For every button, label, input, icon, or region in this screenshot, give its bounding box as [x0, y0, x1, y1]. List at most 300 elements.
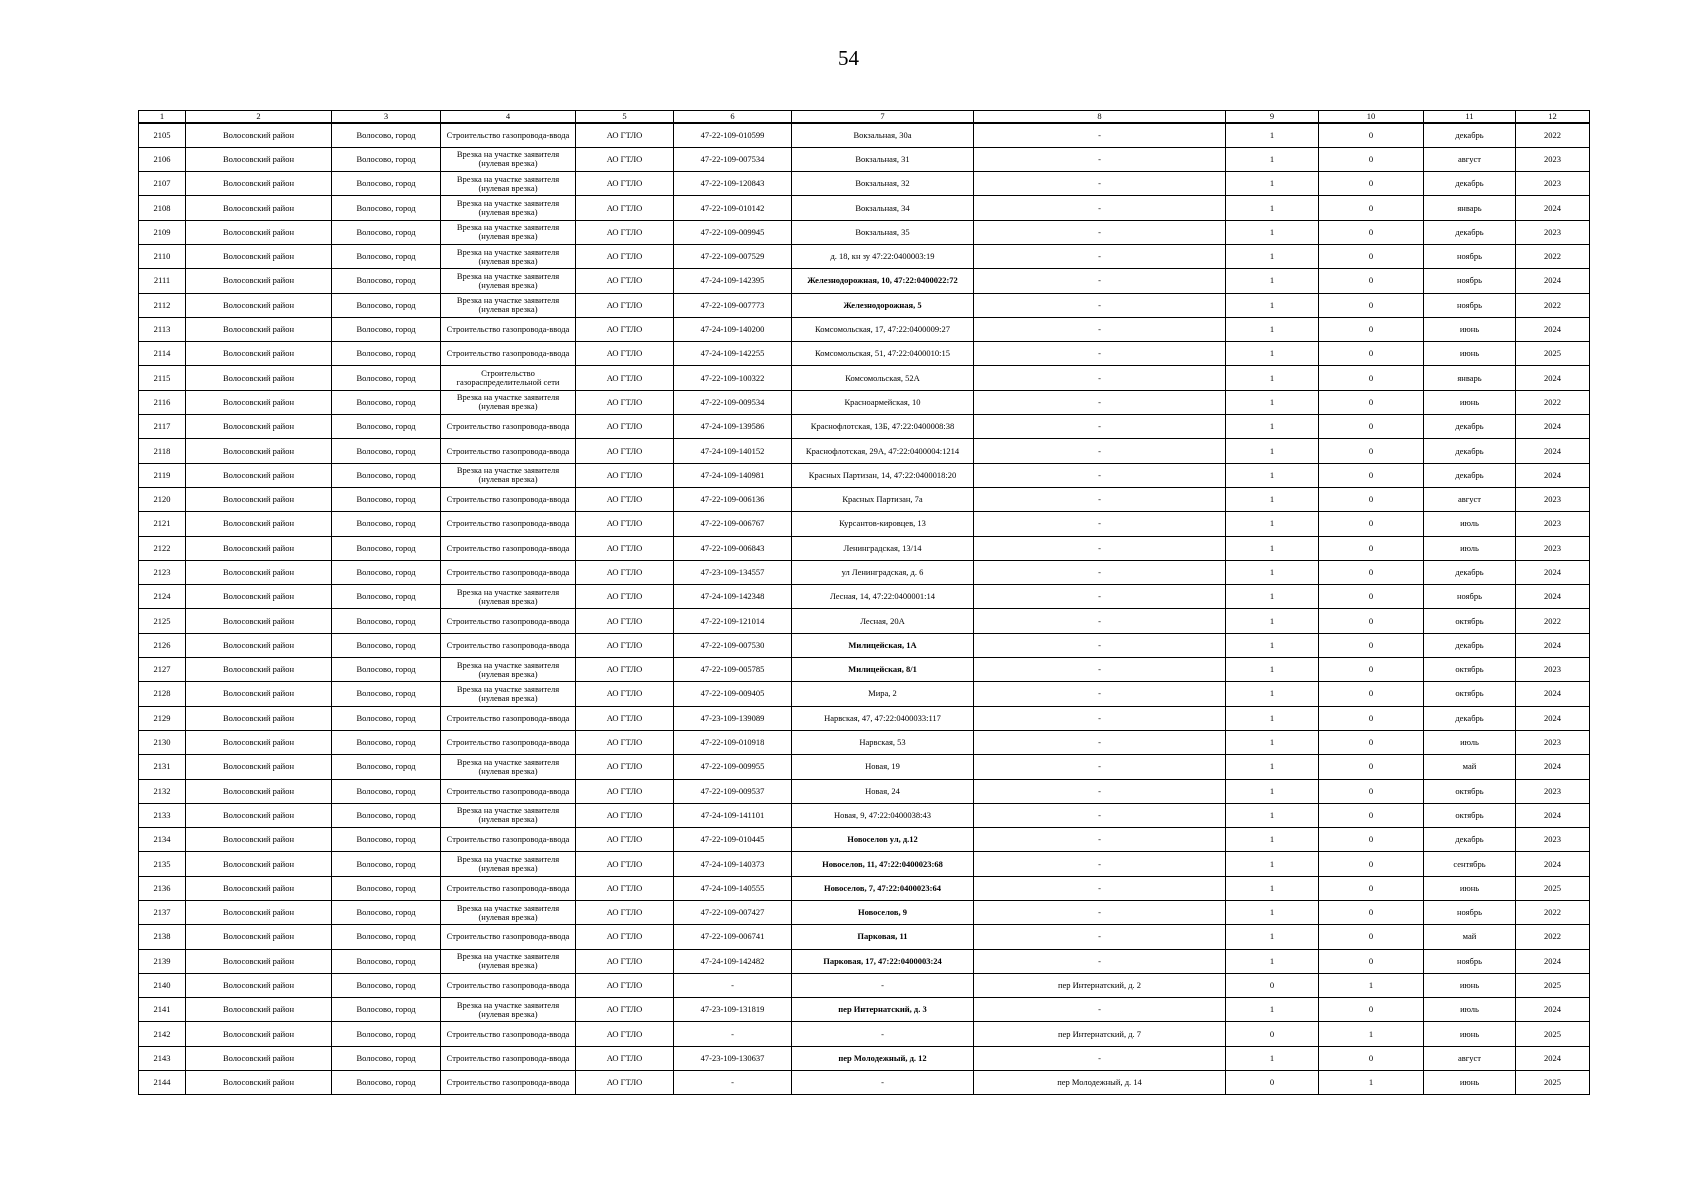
- qty-b-cell: 0: [1319, 439, 1424, 463]
- month-cell: декабрь: [1424, 172, 1516, 196]
- table-row: [139, 585, 1590, 609]
- month-cell: июнь: [1424, 1071, 1516, 1095]
- row-number-cell: 2111: [139, 269, 186, 293]
- month-cell: январь: [1424, 196, 1516, 220]
- application-number-cell: -: [674, 973, 792, 997]
- year-cell: 2022: [1516, 244, 1590, 268]
- application-number-cell: 47-24-109-142482: [674, 949, 792, 973]
- qty-a-cell: 1: [1226, 366, 1319, 390]
- settlement-cell: Волосово, город: [332, 925, 441, 949]
- month-cell: декабрь: [1424, 220, 1516, 244]
- work-type-cell: Врезка на участке заявителя (нулевая врезка): [441, 196, 576, 220]
- address-cell: Вокзальная, 30а: [792, 123, 974, 147]
- qty-a-cell: 1: [1226, 803, 1319, 827]
- row-number-cell: 2122: [139, 536, 186, 560]
- application-number-cell: 47-22-109-007773: [674, 293, 792, 317]
- qty-b-cell: 0: [1319, 512, 1424, 536]
- organization-cell: АО ГТЛО: [576, 147, 674, 171]
- qty-b-cell: 0: [1319, 220, 1424, 244]
- address-cell: ул Ленинградская, д. 6: [792, 560, 974, 584]
- month-cell: декабрь: [1424, 439, 1516, 463]
- address-cell: Новая, 24: [792, 779, 974, 803]
- row-number-cell: 2108: [139, 196, 186, 220]
- year-cell: 2023: [1516, 172, 1590, 196]
- application-number-cell: 47-22-109-121014: [674, 609, 792, 633]
- alt-address-cell: -: [974, 779, 1226, 803]
- qty-a-cell: 1: [1226, 876, 1319, 900]
- address-cell: Железнодорожная, 5: [792, 293, 974, 317]
- table-row: [139, 682, 1590, 706]
- alt-address-cell: -: [974, 390, 1226, 414]
- alt-address-cell: -: [974, 658, 1226, 682]
- qty-b-cell: 0: [1319, 390, 1424, 414]
- district-cell: Волосовский район: [186, 828, 332, 852]
- month-cell: июнь: [1424, 317, 1516, 341]
- qty-b-cell: 0: [1319, 487, 1424, 511]
- alt-address-cell: -: [974, 123, 1226, 147]
- column-header-12: 12: [1516, 111, 1590, 124]
- month-cell: июнь: [1424, 876, 1516, 900]
- qty-a-cell: 1: [1226, 755, 1319, 779]
- qty-a-cell: 1: [1226, 998, 1319, 1022]
- application-number-cell: 47-22-109-010918: [674, 730, 792, 754]
- month-cell: июнь: [1424, 390, 1516, 414]
- qty-a-cell: 1: [1226, 779, 1319, 803]
- table-row: [139, 658, 1590, 682]
- district-cell: Волосовский район: [186, 220, 332, 244]
- application-number-cell: 47-22-109-100322: [674, 366, 792, 390]
- alt-address-cell: -: [974, 1046, 1226, 1070]
- alt-address-cell: -: [974, 147, 1226, 171]
- address-cell: пер Молодежный, д. 12: [792, 1046, 974, 1070]
- settlement-cell: Волосово, город: [332, 390, 441, 414]
- qty-b-cell: 0: [1319, 779, 1424, 803]
- settlement-cell: Волосово, город: [332, 269, 441, 293]
- column-header-2: 2: [186, 111, 332, 124]
- row-number-cell: 2120: [139, 487, 186, 511]
- address-cell: Новоселов, 11, 47:22:0400023:68: [792, 852, 974, 876]
- row-number-cell: 2121: [139, 512, 186, 536]
- application-number-cell: 47-24-109-141101: [674, 803, 792, 827]
- organization-cell: АО ГТЛО: [576, 536, 674, 560]
- organization-cell: АО ГТЛО: [576, 1071, 674, 1095]
- alt-address-cell: пер Молодежный, д. 14: [974, 1071, 1226, 1095]
- table-row: [139, 803, 1590, 827]
- settlement-cell: Волосово, город: [332, 828, 441, 852]
- row-number-cell: 2140: [139, 973, 186, 997]
- district-cell: Волосовский район: [186, 123, 332, 147]
- address-cell: Вокзальная, 34: [792, 196, 974, 220]
- qty-a-cell: 0: [1226, 1022, 1319, 1046]
- organization-cell: АО ГТЛО: [576, 803, 674, 827]
- work-type-cell: Врезка на участке заявителя (нулевая врезка): [441, 269, 576, 293]
- qty-a-cell: 1: [1226, 317, 1319, 341]
- organization-cell: АО ГТЛО: [576, 269, 674, 293]
- qty-b-cell: 0: [1319, 876, 1424, 900]
- settlement-cell: Волосово, город: [332, 342, 441, 366]
- row-number-cell: 2113: [139, 317, 186, 341]
- organization-cell: АО ГТЛО: [576, 998, 674, 1022]
- table-row: [139, 973, 1590, 997]
- year-cell: 2023: [1516, 147, 1590, 171]
- qty-b-cell: 0: [1319, 172, 1424, 196]
- district-cell: Волосовский район: [186, 730, 332, 754]
- organization-cell: АО ГТЛО: [576, 463, 674, 487]
- qty-a-cell: 1: [1226, 147, 1319, 171]
- table-row: [139, 633, 1590, 657]
- month-cell: январь: [1424, 366, 1516, 390]
- alt-address-cell: -: [974, 220, 1226, 244]
- row-number-cell: 2130: [139, 730, 186, 754]
- application-number-cell: 47-24-109-140981: [674, 463, 792, 487]
- table-row: [139, 366, 1590, 390]
- month-cell: июль: [1424, 998, 1516, 1022]
- qty-b-cell: 0: [1319, 366, 1424, 390]
- address-cell: Красноармейская, 10: [792, 390, 974, 414]
- organization-cell: АО ГТЛО: [576, 560, 674, 584]
- organization-cell: АО ГТЛО: [576, 658, 674, 682]
- table-row: [139, 925, 1590, 949]
- settlement-cell: Волосово, город: [332, 730, 441, 754]
- application-number-cell: 47-22-109-009945: [674, 220, 792, 244]
- application-number-cell: 47-24-109-142395: [674, 269, 792, 293]
- district-cell: Волосовский район: [186, 512, 332, 536]
- alt-address-cell: -: [974, 536, 1226, 560]
- application-number-cell: 47-22-109-007534: [674, 147, 792, 171]
- table-row: [139, 220, 1590, 244]
- work-type-cell: Строительство газопровода-ввода: [441, 730, 576, 754]
- year-cell: 2025: [1516, 1071, 1590, 1095]
- column-number-row: [139, 111, 1590, 124]
- work-type-cell: Строительство газопровода-ввода: [441, 609, 576, 633]
- qty-a-cell: 1: [1226, 828, 1319, 852]
- address-cell: Парковая, 17, 47:22:0400003:24: [792, 949, 974, 973]
- qty-b-cell: 0: [1319, 828, 1424, 852]
- settlement-cell: Волосово, город: [332, 196, 441, 220]
- settlement-cell: Волосово, город: [332, 998, 441, 1022]
- alt-address-cell: -: [974, 463, 1226, 487]
- work-type-cell: Строительство газопровода-ввода: [441, 1071, 576, 1095]
- alt-address-cell: -: [974, 682, 1226, 706]
- work-type-cell: Строительство газопровода-ввода: [441, 317, 576, 341]
- qty-a-cell: 1: [1226, 244, 1319, 268]
- alt-address-cell: -: [974, 706, 1226, 730]
- month-cell: ноябрь: [1424, 269, 1516, 293]
- qty-b-cell: 0: [1319, 317, 1424, 341]
- month-cell: июль: [1424, 730, 1516, 754]
- district-cell: Волосовский район: [186, 196, 332, 220]
- alt-address-cell: -: [974, 852, 1226, 876]
- table-row: [139, 172, 1590, 196]
- application-number-cell: 47-24-109-142255: [674, 342, 792, 366]
- table-row: [139, 123, 1590, 147]
- row-number-cell: 2116: [139, 390, 186, 414]
- work-type-cell: Строительство газопровода-ввода: [441, 973, 576, 997]
- application-number-cell: 47-24-109-139586: [674, 415, 792, 439]
- district-cell: Волосовский район: [186, 901, 332, 925]
- application-number-cell: -: [674, 1022, 792, 1046]
- organization-cell: АО ГТЛО: [576, 730, 674, 754]
- district-cell: Волосовский район: [186, 876, 332, 900]
- row-number-cell: 2105: [139, 123, 186, 147]
- month-cell: июль: [1424, 512, 1516, 536]
- work-type-cell: Врезка на участке заявителя (нулевая врезка): [441, 949, 576, 973]
- year-cell: 2023: [1516, 828, 1590, 852]
- address-cell: Красных Партизан, 14, 47:22:0400018:20: [792, 463, 974, 487]
- table-row: [139, 560, 1590, 584]
- organization-cell: АО ГТЛО: [576, 949, 674, 973]
- column-header-9: 9: [1226, 111, 1319, 124]
- qty-a-cell: 1: [1226, 390, 1319, 414]
- address-cell: Комсомольская, 51, 47:22:0400010:15: [792, 342, 974, 366]
- year-cell: 2023: [1516, 536, 1590, 560]
- year-cell: 2023: [1516, 658, 1590, 682]
- row-number-cell: 2106: [139, 147, 186, 171]
- qty-b-cell: 0: [1319, 463, 1424, 487]
- qty-b-cell: 0: [1319, 1046, 1424, 1070]
- application-number-cell: 47-22-109-007530: [674, 633, 792, 657]
- qty-b-cell: 0: [1319, 415, 1424, 439]
- qty-a-cell: 1: [1226, 463, 1319, 487]
- table-row: [139, 196, 1590, 220]
- application-number-cell: 47-24-109-142348: [674, 585, 792, 609]
- year-cell: 2022: [1516, 609, 1590, 633]
- settlement-cell: Волосово, город: [332, 949, 441, 973]
- address-cell: Милицейская, 1А: [792, 633, 974, 657]
- alt-address-cell: пер Интернатский, д. 7: [974, 1022, 1226, 1046]
- settlement-cell: Волосово, город: [332, 172, 441, 196]
- year-cell: 2024: [1516, 439, 1590, 463]
- settlement-cell: Волосово, город: [332, 560, 441, 584]
- district-cell: Волосовский район: [186, 973, 332, 997]
- table-row: [139, 317, 1590, 341]
- work-type-cell: Врезка на участке заявителя (нулевая врезка): [441, 220, 576, 244]
- qty-a-cell: 1: [1226, 196, 1319, 220]
- alt-address-cell: -: [974, 585, 1226, 609]
- settlement-cell: Волосово, город: [332, 852, 441, 876]
- month-cell: июнь: [1424, 342, 1516, 366]
- alt-address-cell: -: [974, 876, 1226, 900]
- qty-a-cell: 1: [1226, 293, 1319, 317]
- qty-b-cell: 0: [1319, 682, 1424, 706]
- alt-address-cell: -: [974, 487, 1226, 511]
- settlement-cell: Волосово, город: [332, 512, 441, 536]
- month-cell: декабрь: [1424, 706, 1516, 730]
- organization-cell: АО ГТЛО: [576, 1022, 674, 1046]
- qty-a-cell: 1: [1226, 415, 1319, 439]
- settlement-cell: Волосово, город: [332, 415, 441, 439]
- year-cell: 2022: [1516, 901, 1590, 925]
- organization-cell: АО ГТЛО: [576, 123, 674, 147]
- month-cell: декабрь: [1424, 633, 1516, 657]
- column-header-7: 7: [792, 111, 974, 124]
- row-number-cell: 2123: [139, 560, 186, 584]
- row-number-cell: 2119: [139, 463, 186, 487]
- month-cell: октябрь: [1424, 609, 1516, 633]
- address-cell: Парковая, 11: [792, 925, 974, 949]
- settlement-cell: Волосово, город: [332, 1022, 441, 1046]
- table-row: [139, 1071, 1590, 1095]
- row-number-cell: 2110: [139, 244, 186, 268]
- qty-a-cell: 1: [1226, 439, 1319, 463]
- month-cell: август: [1424, 1046, 1516, 1070]
- work-type-cell: Строительство газопровода-ввода: [441, 342, 576, 366]
- application-number-cell: 47-24-109-140200: [674, 317, 792, 341]
- settlement-cell: Волосово, город: [332, 706, 441, 730]
- work-type-cell: Врезка на участке заявителя (нулевая врезка): [441, 390, 576, 414]
- year-cell: 2023: [1516, 220, 1590, 244]
- address-cell: Вокзальная, 35: [792, 220, 974, 244]
- table-body: [139, 123, 1590, 1095]
- application-number-cell: 47-22-109-009955: [674, 755, 792, 779]
- work-type-cell: Строительство газопровода-ввода: [441, 925, 576, 949]
- district-cell: Волосовский район: [186, 803, 332, 827]
- alt-address-cell: -: [974, 998, 1226, 1022]
- application-number-cell: 47-23-109-130637: [674, 1046, 792, 1070]
- organization-cell: АО ГТЛО: [576, 172, 674, 196]
- row-number-cell: 2143: [139, 1046, 186, 1070]
- month-cell: август: [1424, 147, 1516, 171]
- settlement-cell: Волосово, город: [332, 463, 441, 487]
- table-row: [139, 901, 1590, 925]
- address-cell: д. 18, кн зу 47:22:0400003:19: [792, 244, 974, 268]
- organization-cell: АО ГТЛО: [576, 755, 674, 779]
- organization-cell: АО ГТЛО: [576, 244, 674, 268]
- work-type-cell: Строительство газопровода-ввода: [441, 1022, 576, 1046]
- year-cell: 2022: [1516, 925, 1590, 949]
- application-number-cell: 47-23-109-131819: [674, 998, 792, 1022]
- table-row: [139, 1022, 1590, 1046]
- district-cell: Волосовский район: [186, 487, 332, 511]
- settlement-cell: Волосово, город: [332, 876, 441, 900]
- year-cell: 2024: [1516, 633, 1590, 657]
- table-row: [139, 269, 1590, 293]
- work-type-cell: Строительство газопровода-ввода: [441, 1046, 576, 1070]
- qty-b-cell: 0: [1319, 536, 1424, 560]
- year-cell: 2024: [1516, 852, 1590, 876]
- settlement-cell: Волосово, город: [332, 901, 441, 925]
- application-number-cell: 47-22-109-120843: [674, 172, 792, 196]
- year-cell: 2025: [1516, 876, 1590, 900]
- district-cell: Волосовский район: [186, 706, 332, 730]
- district-cell: Волосовский район: [186, 1046, 332, 1070]
- alt-address-cell: -: [974, 439, 1226, 463]
- column-header-10: 10: [1319, 111, 1424, 124]
- row-number-cell: 2114: [139, 342, 186, 366]
- row-number-cell: 2125: [139, 609, 186, 633]
- year-cell: 2025: [1516, 973, 1590, 997]
- application-number-cell: -: [674, 1071, 792, 1095]
- column-header-3: 3: [332, 111, 441, 124]
- qty-b-cell: 0: [1319, 560, 1424, 584]
- district-cell: Волосовский район: [186, 925, 332, 949]
- application-number-cell: 47-22-109-006767: [674, 512, 792, 536]
- row-number-cell: 2139: [139, 949, 186, 973]
- address-cell: пер Интернатский, д. 3: [792, 998, 974, 1022]
- qty-a-cell: 1: [1226, 536, 1319, 560]
- work-type-cell: Врезка на участке заявителя (нулевая врезка): [441, 755, 576, 779]
- settlement-cell: Волосово, город: [332, 755, 441, 779]
- qty-a-cell: 1: [1226, 585, 1319, 609]
- work-type-cell: Врезка на участке заявителя (нулевая врезка): [441, 852, 576, 876]
- alt-address-cell: -: [974, 755, 1226, 779]
- district-cell: Волосовский район: [186, 1071, 332, 1095]
- work-type-cell: Строительство газопровода-ввода: [441, 536, 576, 560]
- month-cell: ноябрь: [1424, 901, 1516, 925]
- organization-cell: АО ГТЛО: [576, 852, 674, 876]
- work-type-cell: Врезка на участке заявителя (нулевая врезка): [441, 147, 576, 171]
- year-cell: 2023: [1516, 487, 1590, 511]
- qty-a-cell: 1: [1226, 123, 1319, 147]
- address-cell: Вокзальная, 31: [792, 147, 974, 171]
- column-header-6: 6: [674, 111, 792, 124]
- month-cell: октябрь: [1424, 779, 1516, 803]
- month-cell: ноябрь: [1424, 244, 1516, 268]
- page-number: 54: [838, 46, 859, 70]
- settlement-cell: Волосово, город: [332, 803, 441, 827]
- settlement-cell: Волосово, город: [332, 317, 441, 341]
- settlement-cell: Волосово, город: [332, 123, 441, 147]
- application-number-cell: 47-22-109-009405: [674, 682, 792, 706]
- alt-address-cell: -: [974, 366, 1226, 390]
- qty-b-cell: 0: [1319, 123, 1424, 147]
- organization-cell: АО ГТЛО: [576, 317, 674, 341]
- column-header-11: 11: [1424, 111, 1516, 124]
- table-row: [139, 390, 1590, 414]
- table-row: [139, 706, 1590, 730]
- district-cell: Волосовский район: [186, 682, 332, 706]
- address-cell: Красных Партизан, 7а: [792, 487, 974, 511]
- address-cell: Краснофлотская, 13Б, 47:22:0400008:38: [792, 415, 974, 439]
- row-number-cell: 2136: [139, 876, 186, 900]
- qty-b-cell: 0: [1319, 342, 1424, 366]
- row-number-cell: 2137: [139, 901, 186, 925]
- district-cell: Волосовский район: [186, 269, 332, 293]
- alt-address-cell: -: [974, 730, 1226, 754]
- qty-b-cell: 0: [1319, 244, 1424, 268]
- application-number-cell: 47-22-109-010599: [674, 123, 792, 147]
- address-cell: -: [792, 973, 974, 997]
- district-cell: Волосовский район: [186, 463, 332, 487]
- table-row: [139, 876, 1590, 900]
- district-cell: Волосовский район: [186, 633, 332, 657]
- alt-address-cell: -: [974, 828, 1226, 852]
- settlement-cell: Волосово, город: [332, 366, 441, 390]
- qty-a-cell: 1: [1226, 220, 1319, 244]
- work-type-cell: Строительство газопровода-ввода: [441, 123, 576, 147]
- month-cell: май: [1424, 925, 1516, 949]
- district-cell: Волосовский район: [186, 779, 332, 803]
- address-cell: Мира, 2: [792, 682, 974, 706]
- qty-b-cell: 0: [1319, 852, 1424, 876]
- address-cell: Нарвская, 53: [792, 730, 974, 754]
- month-cell: ноябрь: [1424, 293, 1516, 317]
- table-row: [139, 998, 1590, 1022]
- row-number-cell: 2135: [139, 852, 186, 876]
- organization-cell: АО ГТЛО: [576, 1046, 674, 1070]
- table-row: [139, 463, 1590, 487]
- table-row: [139, 730, 1590, 754]
- district-cell: Волосовский район: [186, 1022, 332, 1046]
- organization-cell: АО ГТЛО: [576, 706, 674, 730]
- month-cell: ноябрь: [1424, 585, 1516, 609]
- month-cell: декабрь: [1424, 828, 1516, 852]
- table-row: [139, 536, 1590, 560]
- qty-b-cell: 0: [1319, 609, 1424, 633]
- address-cell: Курсантов-кировцев, 13: [792, 512, 974, 536]
- qty-a-cell: 1: [1226, 269, 1319, 293]
- row-number-cell: 2129: [139, 706, 186, 730]
